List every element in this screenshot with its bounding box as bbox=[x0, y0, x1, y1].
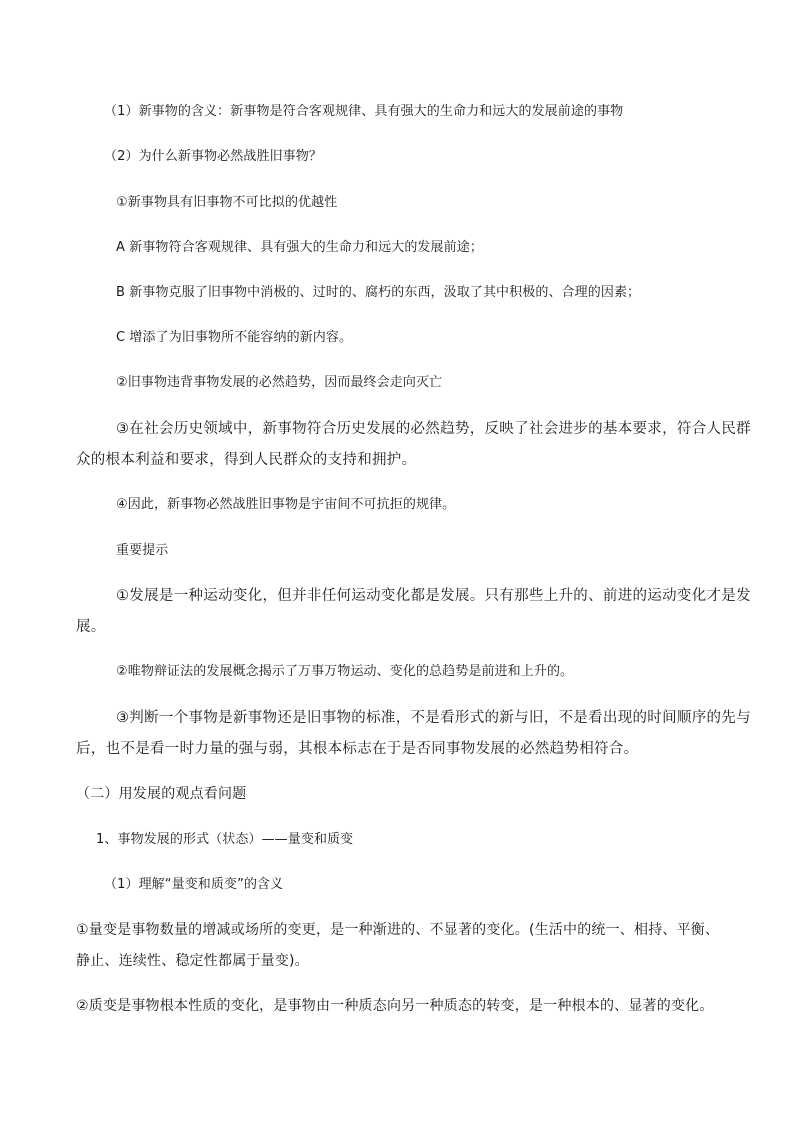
paragraph-tip3-line1: ③判断一个事物是新事物还是旧事物的标准，不是看形式的新与旧，不是看出现的时间顺序的先与 bbox=[116, 710, 751, 726]
paragraph-quantitative-change-line1: ①量变是事物数量的增减或场所的变更，是一种渐进的、不显著的变化。(生活中的统一、相持、平衡、 bbox=[76, 922, 720, 938]
paragraph-new-thing-definition: （1）新事物的含义：新事物是符合客观规律、具有强大的生命力和远大的发展前途的事物 bbox=[104, 104, 624, 119]
paragraph-why-new-wins-question: （2）为什么新事物必然战胜旧事物？ bbox=[104, 149, 322, 164]
paragraph-qualitative-change: ②质变是事物根本性质的变化，是事物由一种质态向另一种质态的转变，是一种根本的、显著的变化。 bbox=[76, 998, 714, 1014]
paragraph-social-history-line1: ③在社会历史领域中，新事物符合历史发展的必然趋势，反映了社会进步的基本要求，符合人民群 bbox=[116, 421, 751, 437]
paragraph-tip1-line2: 展。 bbox=[76, 619, 106, 635]
paragraph-important-tip-heading: 重要提示 bbox=[116, 543, 169, 558]
paragraph-tip3-line2: 后，也不是看一时力量的强与弱，其根本标志在于是否同事物发展的必然趋势相符合。 bbox=[76, 741, 639, 757]
paragraph-tip1-line1: ①发展是一种运动变化，但并非任何运动变化都是发展。只有那些上升的、前进的运动变化才是发 bbox=[116, 588, 751, 604]
subsection-heading-meaning: （1）理解“量变和质变”的含义 bbox=[104, 877, 284, 892]
paragraph-old-thing-dies: ②旧事物违背事物发展的必然趋势，因而最终会走向灭亡 bbox=[116, 375, 443, 390]
paragraph-point-b: B 新事物克服了旧事物中消极的、过时的、腐朽的东西，汲取了其中积极的、合理的因素； bbox=[116, 285, 641, 300]
paragraph-tip2: ②唯物辩证法的发展概念揭示了万事万物运动、变化的总趋势是前进和上升的。 bbox=[116, 664, 574, 679]
paragraph-social-history-line2: 众的根本利益和要求，得到人民群众的支持和拥护。 bbox=[76, 452, 417, 468]
paragraph-point-c: C 增添了为旧事物所不能容纳的新内容。 bbox=[116, 330, 353, 345]
paragraph-point-a: A 新事物符合客观规律、具有强大的生命力和远大的发展前途； bbox=[116, 240, 483, 255]
subsection-heading-forms: 1、事物发展的形式（状态）——量变和质变 bbox=[96, 832, 354, 847]
paragraph-universal-law: ④因此，新事物必然战胜旧事物是宇宙间不可抗拒的规律。 bbox=[116, 497, 456, 512]
section-heading-development-view: （二）用发展的观点看问题 bbox=[76, 786, 247, 802]
paragraph-quantitative-change-line2: 静止、连续性、稳定性都属于量变)。 bbox=[76, 953, 309, 969]
paragraph-superiority-heading: ①新事物具有旧事物不可比拟的优越性 bbox=[116, 195, 338, 210]
